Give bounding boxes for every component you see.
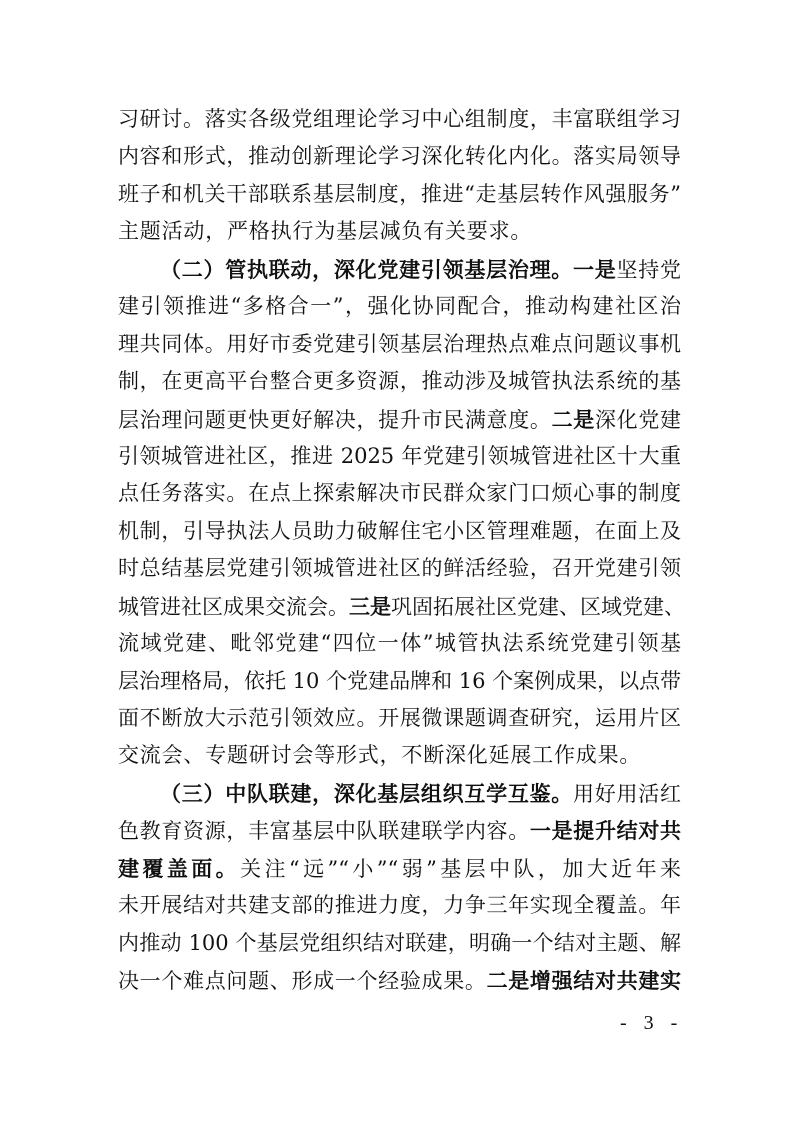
- text-line: [118, 625, 681, 662]
- text-line: [118, 401, 681, 438]
- text-line: [118, 588, 685, 625]
- text-segment: 点任务落实。在点上探索解决市民群众家门口烦心事的制度: [118, 481, 681, 506]
- text-line: [118, 962, 681, 999]
- text-segment: 决一个难点问题、形成一个经验成果。: [118, 969, 487, 994]
- text-segment: 面不断放大示范引领效应。开展微课题调查研究，运用片区: [118, 706, 681, 730]
- text-segment: 班子和机关干部联系基层制度，推进“走基层转作风强服务”: [118, 181, 681, 206]
- text-segment: 制，在更高平台整合更多资源，推动涉及城管执法系统的基: [118, 369, 681, 394]
- text-line: [118, 101, 681, 138]
- text-line: [118, 288, 681, 325]
- text-segment: 巩固拓展社区党建、区域党建、: [391, 594, 685, 619]
- text-segment: 城管进社区成果交流会。: [118, 594, 349, 619]
- text-segment: 内容和形式，推动创新理论学习深化转化内化。落实局领导: [118, 144, 681, 169]
- text-line: [118, 775, 681, 812]
- text-segment: 坚持党: [616, 257, 682, 282]
- bold-text-segment: 二是增强结对共建实: [486, 968, 682, 994]
- text-line: [118, 812, 681, 849]
- text-line: [118, 887, 681, 924]
- bold-text-segment: 一是提升结对共: [529, 818, 682, 844]
- document-body: [118, 101, 685, 1000]
- bold-text-segment: （三）中队联建，深化基层组织互学互鉴。: [160, 780, 574, 806]
- bold-text-segment: （二）管执联动，深化党建引领基层治理。一是: [160, 256, 617, 282]
- text-segment: 用好用活红: [573, 781, 682, 806]
- bold-text-segment: 二是: [551, 406, 595, 432]
- text-segment: 色教育资源，丰富基层中队联建联学内容。: [118, 819, 530, 844]
- text-line: [118, 513, 681, 550]
- text-line: [118, 663, 681, 700]
- text-segment: 时总结基层党建引领城管进社区的鲜活经验，召开党建引领: [118, 556, 681, 581]
- bold-text-segment: 三是: [349, 593, 391, 619]
- text-segment: 深化党建: [594, 407, 682, 432]
- text-segment: 习研讨。落实各级党组理论学习中心组制度，丰富联组学习: [118, 107, 681, 131]
- text-line: [118, 438, 681, 475]
- text-line: [118, 925, 681, 962]
- text-line: [118, 850, 681, 887]
- text-line: [118, 176, 681, 213]
- text-segment: 未开展结对共建支部的推进力度，力争三年实现全覆盖。年: [118, 893, 681, 918]
- text-segment: 流域党建、毗邻党建“四位一体”城管执法系统党建引领基: [118, 631, 681, 656]
- text-segment: 主题活动，严格执行为基层减负有关要求。: [118, 219, 533, 244]
- text-line: [118, 700, 681, 737]
- text-line: [118, 138, 681, 175]
- text-segment: 层治理问题更快更好解决，提升市民满意度。: [118, 407, 552, 432]
- page-number: - 3 -: [620, 1012, 684, 1034]
- text-line: [118, 475, 681, 512]
- text-segment: 机制，引导执法人员助力破解住宅小区管理难题，在面上及: [118, 518, 681, 543]
- text-line: [118, 550, 681, 587]
- text-segment: 关注“远”“小”“弱”基层中队，加大近年来: [240, 856, 682, 881]
- text-segment: 层治理格局，依托 10 个党建品牌和 16 个案例成果，以点带: [118, 668, 682, 693]
- text-segment: 引领城管进社区，推进 2025 年党建引领城管进社区十大重: [118, 443, 681, 468]
- text-line: [118, 737, 681, 774]
- text-segment: 内推动 100 个基层党组织结对联建，明确一个结对主题、解: [118, 930, 681, 955]
- bold-text-segment: 建覆盖面。: [118, 855, 241, 881]
- text-segment: 理共同体。用好市委党建引领基层治理热点难点问题议事机: [118, 331, 681, 356]
- text-segment: 建引领推进“多格合一”，强化协同配合，推动构建社区治: [118, 294, 681, 319]
- text-line: [118, 213, 681, 250]
- text-line: [118, 326, 681, 363]
- text-line: [118, 363, 681, 400]
- text-line: [118, 251, 681, 288]
- text-segment: 交流会、专题研讨会等形式，不断深化延展工作成果。: [118, 743, 642, 768]
